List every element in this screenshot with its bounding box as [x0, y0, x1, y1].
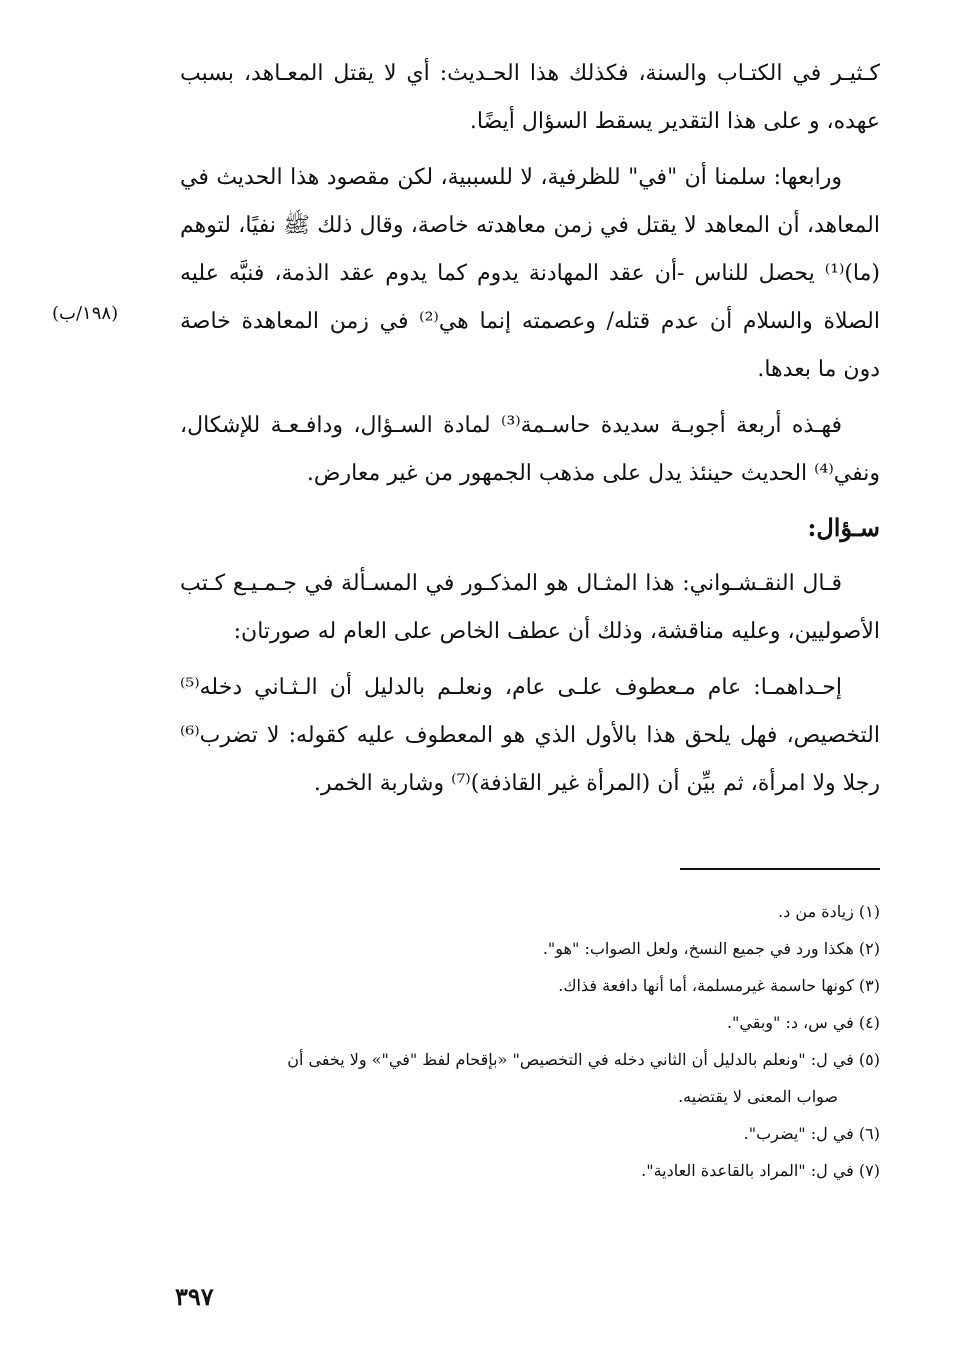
- paragraph-4: قـال النقـشـواني: هذا المثـال هو المذكـور في المسـألة في جـمـيـع كـتب الأصوليين، وعليه مناقشة، وذلك أن عطف الخاص على العام له صورتان:: [180, 571, 880, 644]
- page-number: ٣٩٧: [175, 1282, 214, 1311]
- footnote-5-text: (٥) في ل: "ونعلم بالدليل أن الثاني دخله في التخصيص" «بإقحام لفظ "في"» ولا يخفى أن: [287, 1050, 880, 1069]
- paragraph-1: كـثيـر في الكتـاب والسنة، فكذلك هذا الحـديث: أي لا يقتل المعـاهد، بسبب عهده، و على هذا التقدير يسقط السؤال أيضًا.: [180, 61, 880, 134]
- footnote-separator: [680, 868, 880, 870]
- footnote-1: (١) زيادة من د.: [778, 902, 880, 921]
- section-heading: سـؤال:: [807, 513, 880, 542]
- paragraph-5: إحـداهمـا: عام مـعطوف علـى عام، ونعلـم بالدليل أن الـثـاني دخله⁽⁵⁾ التخصيص، فهل يلحق هذا بالأول الذي هو المعطوف عليه كقوله: لا تضرب⁽⁶⁾ رجلا ولا امرأة، ثم بيِّن أن (المرأة غير القاذفة)⁽⁷⁾ وشاربة الخمر.: [180, 675, 880, 796]
- footnote-7: (٧) في ل: "المراد بالقاعدة العادية".: [641, 1161, 880, 1180]
- footnote-5: [175, 1041, 880, 1115]
- footnote-3: (٣) كونها حاسمة غيرمسلمة، أما أنها دافعة فذاك.: [558, 976, 880, 995]
- footnote-2: (٢) هكذا ورد في جميع النسخ، ولعل الصواب: "هو".: [542, 939, 880, 958]
- footnote-5-continuation: صواب المعنى لا يقتضيه.: [678, 1087, 838, 1106]
- footnote-4: (٤) في س، د: "وبقي".: [726, 1013, 880, 1032]
- footnotes: [175, 893, 880, 1189]
- margin-folio-note: (١٩٨/ب): [52, 303, 119, 324]
- main-text: [180, 50, 880, 808]
- paragraph-3: فهـذه أربعة أجوبـة سديدة حاسـمة⁽³⁾ لمادة السـؤال، ودافـعـة للإشكال، ونفي⁽⁴⁾ الحديث حينئذ يدل على مذهب الجمهور من غير معارض.: [180, 413, 880, 486]
- paragraph-2: ورابعها: سلمنا أن "في" للظرفية، لا للسببية، لكن مقصود هذا الحديث في المعاهد، أن المعاهد لا يقتل في زمن معاهدته خاصة، وقال ذلك ﷺ نفيًا، لتوهم (ما)⁽¹⁾ يحصل للناس -أن عقد المهادنة يدوم كما يدوم عقد الذمة، فنبَّه عليه الصلاة والسلام أن عدم قتله/ وعصمته إنما هي⁽²⁾ في زمن المعاهدة خاصة دون ما بعدها.: [180, 165, 880, 382]
- footnote-6: (٦) في ل: "يضرب".: [743, 1124, 880, 1143]
